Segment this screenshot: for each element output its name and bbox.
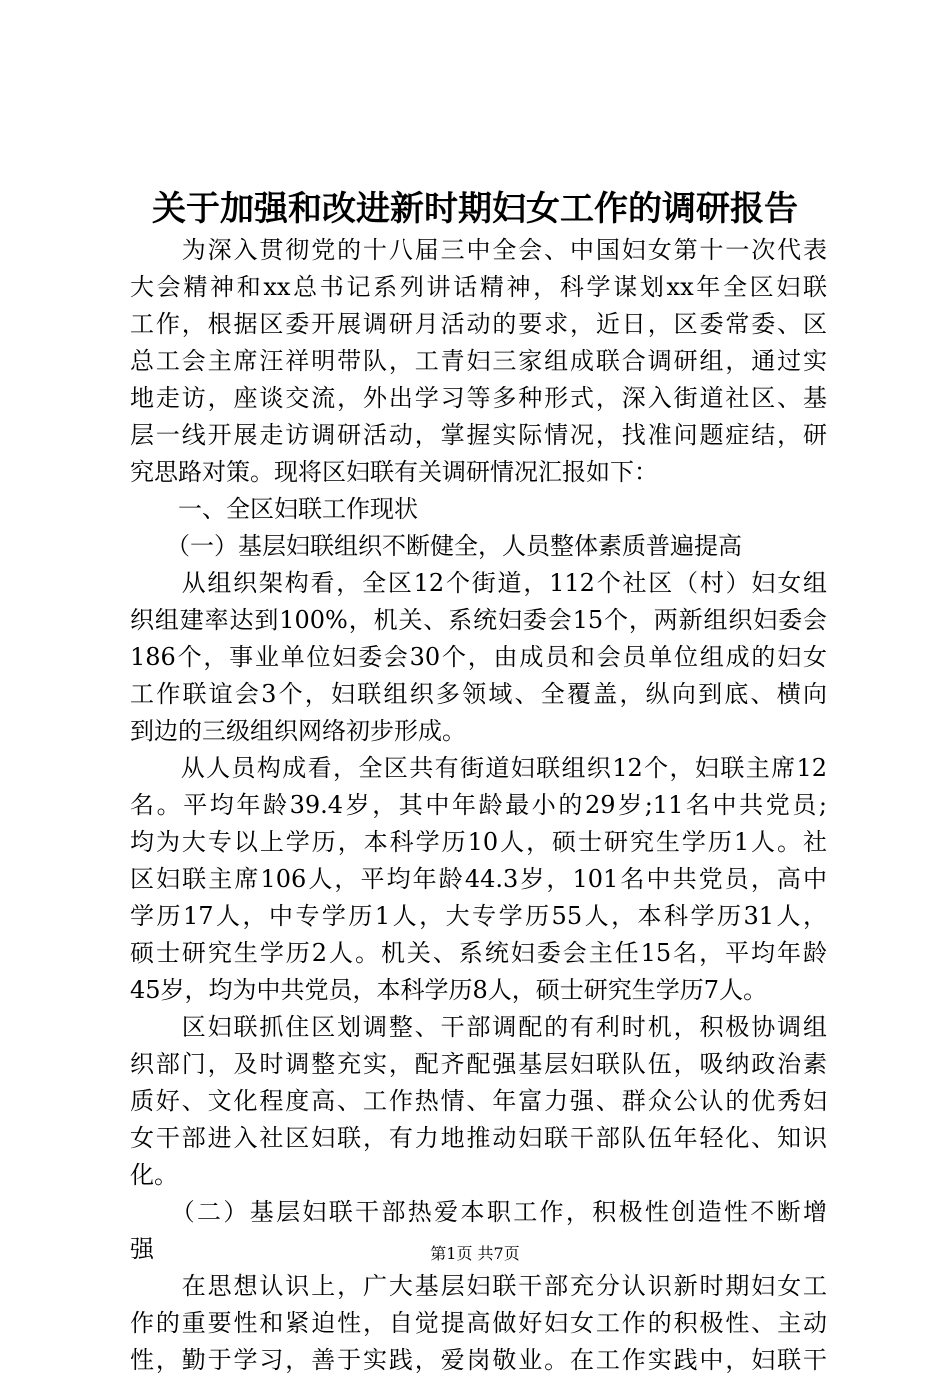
text-line: 性，勤于学习，善于实践，爱岗敬业。在工作实践中，妇联干 — [130, 1346, 827, 1374]
text-line: （一）基层妇联组织不断健全，人员整体素质普遍提高 — [130, 532, 742, 560]
text-line: 工作，根据区委开展调研月活动的要求，近日，区委常委、区 — [130, 310, 827, 338]
document-title: 关于加强和改进新时期妇女工作的调研报告 — [152, 189, 798, 229]
text-line: 均为大专以上学历，本科学历10人，硕士研究生学历1人。社 — [130, 828, 827, 856]
text-line: 区妇联主席106人，平均年龄44.3岁，101名中共党员，高中 — [130, 865, 827, 893]
text-line: 织组建率达到100%，机关、系统妇委会15个，两新组织妇委会 — [130, 606, 827, 634]
text-line: 一、全区妇联工作现状 — [130, 495, 418, 523]
text-line: 究思路对策。现将区妇联有关调研情况汇报如下： — [130, 458, 658, 486]
text-line: 作的重要性和紧迫性，自觉提高做好妇女工作的积极性、主动 — [130, 1309, 827, 1337]
text-line: 区妇联抓住区划调整、干部调配的有利时机，积极协调组 — [130, 1013, 827, 1041]
text-line: 强 — [130, 1235, 154, 1263]
text-line: 工作联谊会3个，妇联组织多领域、全覆盖，纵向到底、横向 — [130, 680, 827, 708]
text-line: 大会精神和xx总书记系列讲话精神，科学谋划xx年全区妇联 — [130, 273, 827, 301]
text-line: 地走访，座谈交流，外出学习等多种形式，深入街道社区、基 — [130, 384, 827, 412]
text-line: 学历17人，中专学历1人，大专学历55人，本科学历31人， — [130, 902, 827, 930]
text-line: 186个，事业单位妇委会30个，由成员和会员单位组成的妇女 — [130, 643, 827, 671]
text-line: 45岁，均为中共党员，本科学历8人，硕士研究生学历7人。 — [130, 976, 768, 1004]
text-line: 总工会主席汪祥明带队，工青妇三家组成联合调研组，通过实 — [130, 347, 827, 375]
page-number-footer: 第1页 共7页 — [430, 1244, 520, 1263]
text-line: 女干部进入社区妇联，有力地推动妇联干部队伍年轻化、知识 — [130, 1124, 827, 1152]
text-line: 层一线开展走访调研活动，掌握实际情况，找准问题症结，研 — [130, 421, 827, 449]
text-line: 为深入贯彻党的十八届三中全会、中国妇女第十一次代表 — [130, 236, 827, 264]
text-line: 织部门，及时调整充实，配齐配强基层妇联队伍，吸纳政治素 — [130, 1050, 827, 1078]
text-line: 到边的三级组织网络初步形成。 — [130, 717, 466, 745]
text-line: 质好、文化程度高、工作热情、年富力强、群众公认的优秀妇 — [130, 1087, 827, 1115]
text-line: 从组织架构看，全区12个街道，112个社区（村）妇女组 — [130, 569, 827, 597]
text-line: 化。 — [130, 1161, 178, 1189]
text-line: 在思想认识上，广大基层妇联干部充分认识新时期妇女工 — [130, 1272, 827, 1300]
text-line: 从人员构成看，全区共有街道妇联组织12个，妇联主席12 — [130, 754, 827, 782]
text-line: 硕士研究生学历2人。机关、系统妇委会主任15名，平均年龄 — [130, 939, 827, 967]
text-line: （二）基层妇联干部热爱本职工作，积极性创造性不断增 — [130, 1198, 827, 1226]
document-body — [130, 232, 827, 1379]
text-line: 名。平均年龄39.4岁，其中年龄最小的29岁;11名中共党员; — [130, 791, 827, 819]
